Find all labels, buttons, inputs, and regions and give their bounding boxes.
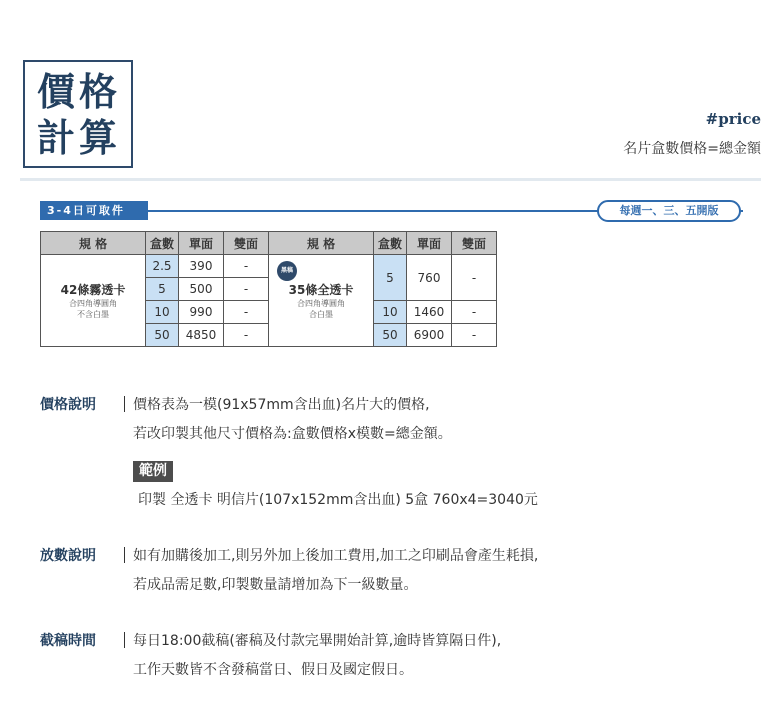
product-name: 42條霧透卡 [60, 283, 126, 297]
table-header-row [41, 232, 497, 255]
qty-cell: 5 [374, 255, 407, 301]
label-separator [124, 396, 125, 412]
header-double: 雙面 [224, 232, 269, 255]
qty-cell: 10 [146, 301, 179, 324]
page-title-line2: 計算 [37, 116, 122, 160]
qty-cell: 50 [146, 324, 179, 347]
single-price-cell: 1460 [407, 301, 452, 324]
header-spec: 規 格 [41, 232, 146, 255]
label-separator [124, 547, 125, 563]
deadline-note-line2: 工作天數皆不含發稿當日、假日及國定假日。 [133, 662, 413, 678]
double-price-cell: - [452, 255, 497, 301]
price-table [40, 231, 497, 347]
qty-cell: 5 [146, 278, 179, 301]
single-price-cell: 390 [179, 255, 224, 278]
qty-cell: 50 [374, 324, 407, 347]
page-title-line1: 價格 [37, 70, 122, 114]
label-separator [124, 632, 125, 648]
quantity-note-line1: 如有加購後加工,則另外加上後加工費用,加工之印刷品會產生耗損, [133, 548, 539, 564]
double-price-cell: - [452, 301, 497, 324]
header-spec-2: 規 格 [269, 232, 374, 255]
black-artwork-badge: 黑稿 [277, 261, 297, 281]
header-single: 單面 [179, 232, 224, 255]
single-price-cell: 990 [179, 301, 224, 324]
double-price-cell: - [224, 301, 269, 324]
page-title-box [23, 60, 133, 168]
pickup-banner: 3-4日可取件 [40, 201, 148, 220]
header-boxes-2: 盒數 [374, 232, 407, 255]
product-note: 不含白墨 [77, 310, 109, 319]
qty-cell: 2.5 [146, 255, 179, 278]
product-note: 合四角導圓角 [297, 299, 345, 308]
price-note-line1: 價格表為一模(91x57mm含出血)名片大的價格, [133, 397, 430, 413]
price-note-label: 價格說明 [40, 397, 96, 413]
product-cell-matte [41, 255, 146, 347]
product-note: 合四角導圓角 [69, 299, 117, 308]
double-price-cell: - [452, 324, 497, 347]
table-row [41, 255, 497, 278]
header-divider [20, 178, 761, 181]
product-note: 合白墨 [309, 310, 333, 319]
single-price-cell: 6900 [407, 324, 452, 347]
deadline-note-label: 截稿時間 [40, 633, 96, 649]
double-price-cell: - [224, 278, 269, 301]
print-schedule-badge: 每週一、三、五開版 [597, 200, 741, 222]
product-name: 35條全透卡 [288, 283, 354, 297]
double-price-cell: - [224, 324, 269, 347]
single-price-cell: 500 [179, 278, 224, 301]
deadline-note-line1: 每日18:00截稿(審稿及付款完畢開始計算,逾時皆算隔日件), [133, 633, 502, 649]
page-subtitle: 名片盒數價格=總金額 [623, 141, 761, 157]
price-hashtag: #price [705, 110, 761, 128]
example-text: 印製 全透卡 明信片(107x152mm含出血) 5盒 760x4=3040元 [138, 492, 538, 508]
example-label: 範例 [133, 461, 173, 482]
quantity-note-label: 放數說明 [40, 548, 96, 564]
qty-cell: 10 [374, 301, 407, 324]
double-price-cell: - [224, 255, 269, 278]
header-double-2: 雙面 [452, 232, 497, 255]
price-note-line2: 若改印製其他尺寸價格為:盒數價格x模數=總金額。 [133, 426, 452, 442]
quantity-note-line2: 若成品需足數,印製數量請增加為下一級數量。 [133, 577, 418, 593]
single-price-cell: 4850 [179, 324, 224, 347]
header-boxes: 盒數 [146, 232, 179, 255]
header-single-2: 單面 [407, 232, 452, 255]
single-price-cell: 760 [407, 255, 452, 301]
